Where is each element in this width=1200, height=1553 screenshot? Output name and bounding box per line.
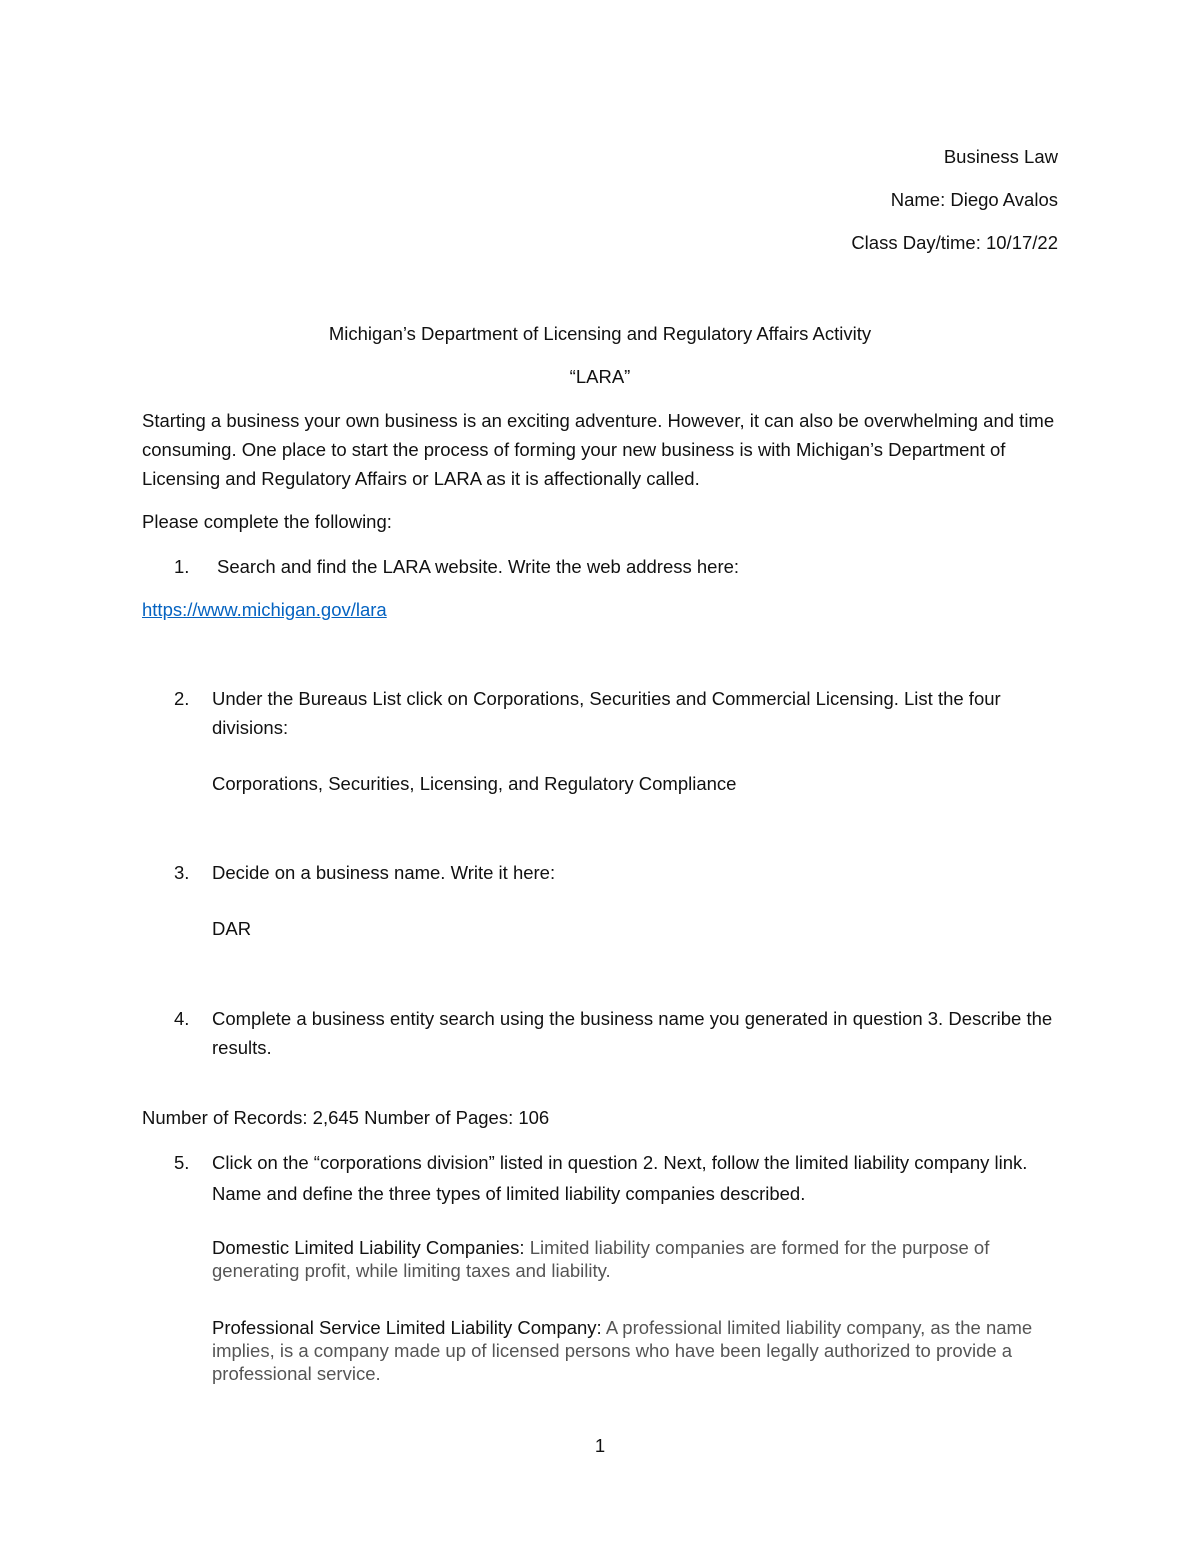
question-3-number: 3. (174, 862, 190, 883)
question-3-answer: DAR (212, 918, 252, 939)
question-4-answer: Number of Records: 2,645 Number of Pages: 106 (142, 1107, 550, 1128)
question-2-answer: Corporations, Securities, Licensing, and Regulatory Compliance (212, 773, 737, 794)
question-4-number: 4. (174, 1008, 190, 1029)
course-name: Business Law (943, 146, 1058, 167)
question-1-text: Search and find the LARA website. Write the web address here: (217, 556, 740, 577)
llc-definition-domestic (212, 1236, 1072, 1282)
llc-definition-professional (212, 1316, 1072, 1385)
llc-definition-text: Limited liability companies are formed for the purpose of generating profit, while limiting taxes and liability. (212, 1237, 990, 1281)
student-name: Name: Diego Avalos (890, 189, 1058, 210)
llc-term: Professional Service Limited Liability Company: (212, 1317, 602, 1338)
question-2-text: Under the Bureaus List click on Corporations, Securities and Commercial Licensing. List the four divisions: (212, 688, 1001, 738)
llc-definition-text: A professional limited liability company, as the name implies, is a company made up of licensed persons who have been legally authorized to provide a professional service. (212, 1317, 1033, 1384)
document-subtitle: “LARA” (569, 366, 631, 387)
llc-term: Domestic Limited Liability Companies: (212, 1237, 525, 1258)
instruction-text: Please complete the following: (142, 511, 392, 532)
class-day-time: Class Day/time: 10/17/22 (851, 232, 1058, 253)
page-number: 1 (594, 1435, 606, 1456)
document-title: Michigan’s Department of Licensing and Regulatory Affairs Activity (328, 323, 872, 344)
question-3-text: Decide on a business name. Write it here: (212, 862, 556, 883)
lara-website-link[interactable]: https://www.michigan.gov/lara (142, 599, 387, 620)
question-5-text: Click on the “corporations division” listed in question 2. Next, follow the limited liability company link. Name and define the three types of limited liability companies described. (212, 1152, 1028, 1204)
intro-paragraph: Starting a business your own business is an exciting adventure. However, it can also be overwhelming and time consuming. One place to start the process of forming your new business is with Michigan’s Department of Licensing and Regulatory Affairs or LARA as it is affectionally called. (142, 410, 1055, 489)
question-2-number: 2. (174, 688, 190, 709)
question-4-text: Complete a business entity search using the business name you generated in question 3. Describe the results. (212, 1008, 1053, 1058)
question-5-number: 5. (174, 1152, 190, 1173)
question-1-number: 1. (174, 556, 190, 577)
